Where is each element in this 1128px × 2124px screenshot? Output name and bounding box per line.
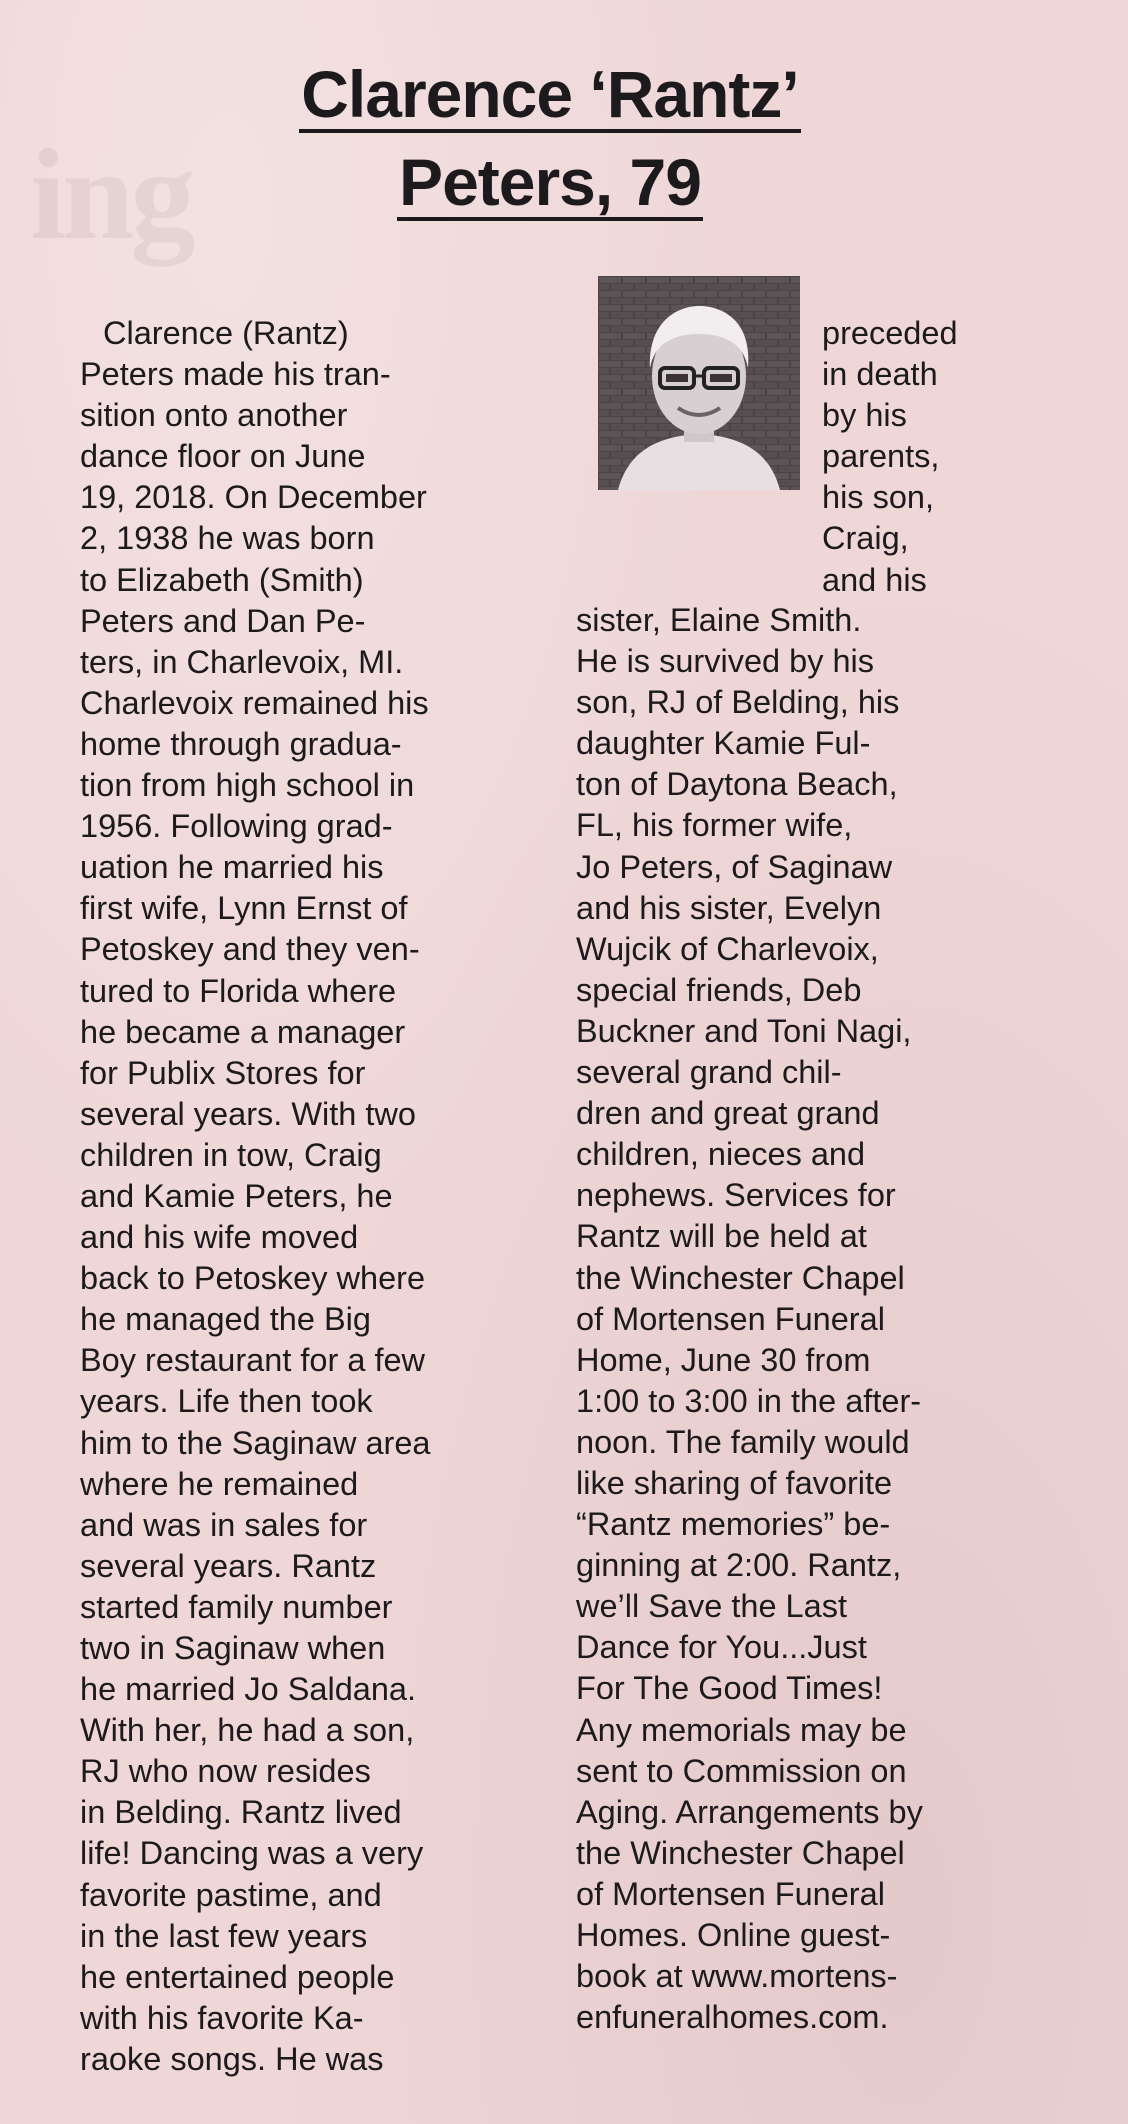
- text-line: in Belding. Rantz lived: [80, 1794, 402, 1831]
- text-line: sent to Commission on: [576, 1752, 907, 1789]
- left-column: [80, 313, 431, 2080]
- text-line: Boy restaurant for a few: [80, 1342, 426, 1379]
- text-line: tion from high school in: [80, 767, 415, 804]
- text-line: the Winchester Chapel: [576, 1259, 905, 1296]
- text-line: book at www.mortens-: [576, 1958, 898, 1995]
- text-line: “Rantz memories” be-: [576, 1506, 891, 1543]
- text-line: Peters made his tran-: [80, 356, 391, 393]
- text-line: years. Life then took: [80, 1383, 373, 1420]
- text-line: he managed the Big: [80, 1301, 371, 1338]
- text-line: his son,: [822, 479, 935, 516]
- text-line: life! Dancing was a very: [80, 1835, 424, 1872]
- text-line: Aging. Arrangements by: [576, 1793, 923, 1830]
- text-line: nephews. Services for: [576, 1177, 896, 1214]
- text-line: the Winchester Chapel: [576, 1834, 905, 1871]
- text-line: like sharing of favorite: [576, 1464, 893, 1501]
- text-line: and his: [822, 561, 927, 598]
- text-line: he married Jo Saldana.: [80, 1671, 417, 1708]
- text-line: He is survived by his: [576, 643, 875, 680]
- text-line: he entertained people: [80, 1958, 395, 1995]
- portrait-photo-icon: [598, 276, 800, 490]
- text-line: dren and great grand: [576, 1095, 880, 1132]
- headline-line-1: Clarence ‘Rantz’: [301, 57, 799, 131]
- text-line: 1956. Following grad-: [80, 808, 393, 845]
- text-line: started family number: [80, 1588, 393, 1625]
- text-line: him to the Saginaw area: [80, 1424, 431, 1461]
- text-line: 19, 2018. On December: [80, 479, 427, 516]
- text-line: Rantz will be held at: [576, 1218, 867, 1255]
- text-line: with his favorite Ka-: [80, 1999, 364, 2036]
- text-line: enfuneralhomes.com.: [576, 1999, 889, 2036]
- text-line: and was in sales for: [80, 1506, 368, 1543]
- text-line: ters, in Charlevoix, MI.: [80, 643, 404, 680]
- text-line: in the last few years: [80, 1917, 368, 1954]
- text-line: daughter Kamie Ful-: [576, 725, 871, 762]
- text-line: With her, he had a son,: [80, 1712, 415, 1749]
- text-line: son, RJ of Belding, his: [576, 684, 900, 721]
- text-line: Jo Peters, of Saginaw: [576, 848, 893, 885]
- text-line: preceded: [822, 315, 958, 351]
- bleed-through-texture: ing: [30, 123, 192, 267]
- right-column-top: [822, 313, 958, 601]
- text-line: Home, June 30 from: [576, 1341, 871, 1378]
- text-line: of Mortensen Funeral: [576, 1300, 885, 1337]
- text-line: several years. Rantz: [80, 1547, 377, 1584]
- text-line: FL, his former wife,: [576, 807, 853, 844]
- text-line: in death: [822, 356, 938, 393]
- text-line: first wife, Lynn Ernst of: [80, 890, 408, 927]
- text-line: ton of Daytona Beach,: [576, 766, 898, 803]
- text-line: of Mortensen Funeral: [576, 1875, 885, 1912]
- text-line: several grand chil-: [576, 1054, 842, 1091]
- text-line: Charlevoix remained his: [80, 684, 429, 721]
- text-line: favorite pastime, and: [80, 1876, 382, 1913]
- text-line: 1:00 to 3:00 in the after-: [576, 1382, 922, 1419]
- portrait-photo: [598, 276, 800, 490]
- text-line: and Kamie Peters, he: [80, 1177, 393, 1214]
- text-line: parents,: [822, 438, 940, 475]
- text-line: Any memorials may be: [576, 1711, 907, 1748]
- text-line: dance floor on June: [80, 438, 366, 475]
- text-line: Homes. Online guest-: [576, 1917, 891, 1953]
- text-line: Peters and Dan Pe-: [80, 602, 366, 639]
- text-line: For The Good Times!: [576, 1670, 883, 1707]
- text-line: tured to Florida where: [80, 972, 397, 1009]
- text-line: home through gradua-: [80, 725, 402, 762]
- text-line: RJ who now resides: [80, 1753, 371, 1790]
- text-line: where he remained: [80, 1465, 359, 1502]
- right-column: [576, 600, 923, 2038]
- text-line: sition onto another: [80, 397, 348, 434]
- text-line: we’ll Save the Last: [576, 1588, 847, 1625]
- text-line: he became a manager: [80, 1013, 406, 1050]
- text-line: children, nieces and: [576, 1136, 866, 1173]
- text-line: back to Petoskey where: [80, 1260, 426, 1297]
- text-line: ginning at 2:00. Rantz,: [576, 1547, 902, 1584]
- text-line: raoke songs. He was: [80, 2040, 384, 2077]
- text-line: uation he married his: [80, 849, 384, 886]
- text-line: noon. The family would: [576, 1423, 910, 1460]
- text-line: two in Saginaw when: [80, 1630, 386, 1666]
- text-line: 2, 1938 he was born: [80, 520, 375, 557]
- headline-line-2: Peters, 79: [399, 145, 701, 219]
- text-line: and his sister, Evelyn: [576, 889, 882, 926]
- text-line: special friends, Deb: [576, 971, 862, 1008]
- text-line: children in tow, Craig: [80, 1136, 382, 1173]
- text-line: several years. With two: [80, 1095, 416, 1132]
- text-line: Wujcik of Charlevoix,: [576, 930, 879, 967]
- text-line: and his wife moved: [80, 1219, 359, 1256]
- text-line: Petoskey and they ven-: [80, 931, 420, 968]
- text-line: Craig,: [822, 520, 909, 557]
- text-line: to Elizabeth (Smith): [80, 561, 364, 598]
- text-line: sister, Elaine Smith.: [576, 602, 862, 638]
- text-line: Dance for You...Just: [576, 1629, 867, 1666]
- text-line: Clarence (Rantz): [103, 315, 349, 351]
- text-line: for Publix Stores for: [80, 1054, 366, 1091]
- text-line: Buckner and Toni Nagi,: [576, 1012, 912, 1049]
- text-line: by his: [822, 397, 907, 434]
